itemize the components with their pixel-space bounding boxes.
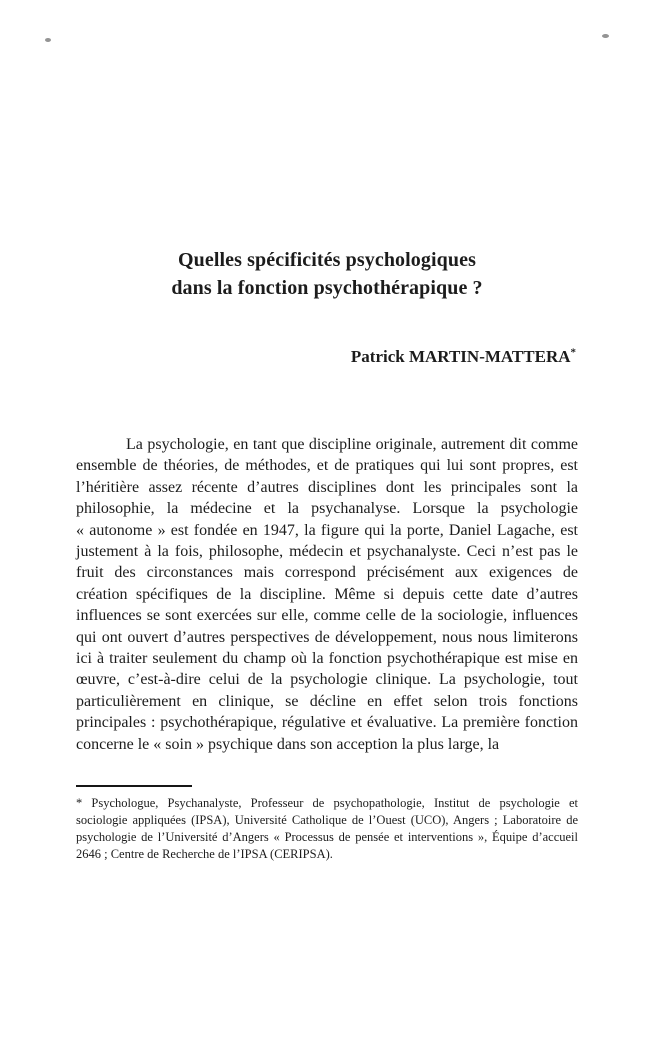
author-footnote-mark: * (570, 346, 576, 359)
footnote-area (76, 785, 578, 863)
footnote-body: Psychologue, Psychanalyste, Professeur de psychopathologie, Institut de psychologie et sociologie appliquées (IPSA), Université Catholique de l’Ouest (UCO), Angers ; Laboratoire de psychologie de l’Université d’Angers « Processus de pensée et interventions », Équipe d’accueil 2646 ; Centre de Recherche de l’IPSA (CERIPSA). (76, 796, 579, 862)
scan-artifact-right (602, 34, 609, 38)
article-title-line1: Quelles spécificités psychologiques (178, 249, 476, 271)
body-paragraph: La psychologie, en tant que discipline originale, autrement dit comme ensemble de théories, de méthodes, et de pratiques qui lui sont propres, est l’héritière assez récente d’autres disciplines dont les principales sont la philosophie, la médecine et la psychanalyse. Lorsque la psychologie « autonome » est fondée en 1947, la figure qui la porte, Daniel Lagache, est justement à la fois, philosophe, médecin et psychanalyste. Ceci n’est pas le fruit des circonstances mais correspond précisément aux exigences de création spécifiques de la discipline. Même si depuis cette date d’autres influences se sont exercées sur elle, comme celle de la sociologie, influences qui ont ouvert d’autres perspectives de développement, nous nous limiterons ici à traiter seulement du champ où la fonction psychothérapique est mise en œuvre, c’est-à-dire celui de la psychologie clinique. La psychologie, tout particulièrement en clinique, se décline en effet selon trois fonctions principales : psychothérapique, régulative et évaluative. La première fonction concerne le « soin » psychique dans son acception la plus large, la (76, 436, 578, 753)
footnote-separator (76, 785, 192, 787)
scan-artifact-left (45, 38, 51, 42)
footnote-mark: * (76, 796, 83, 811)
article-title (76, 246, 578, 302)
footnote-text (76, 795, 578, 863)
article-title-line2: dans la fonction psychothérapique ? (171, 277, 483, 299)
author-line (76, 346, 578, 368)
author-name: Patrick MARTIN-MATTERA (350, 347, 571, 366)
